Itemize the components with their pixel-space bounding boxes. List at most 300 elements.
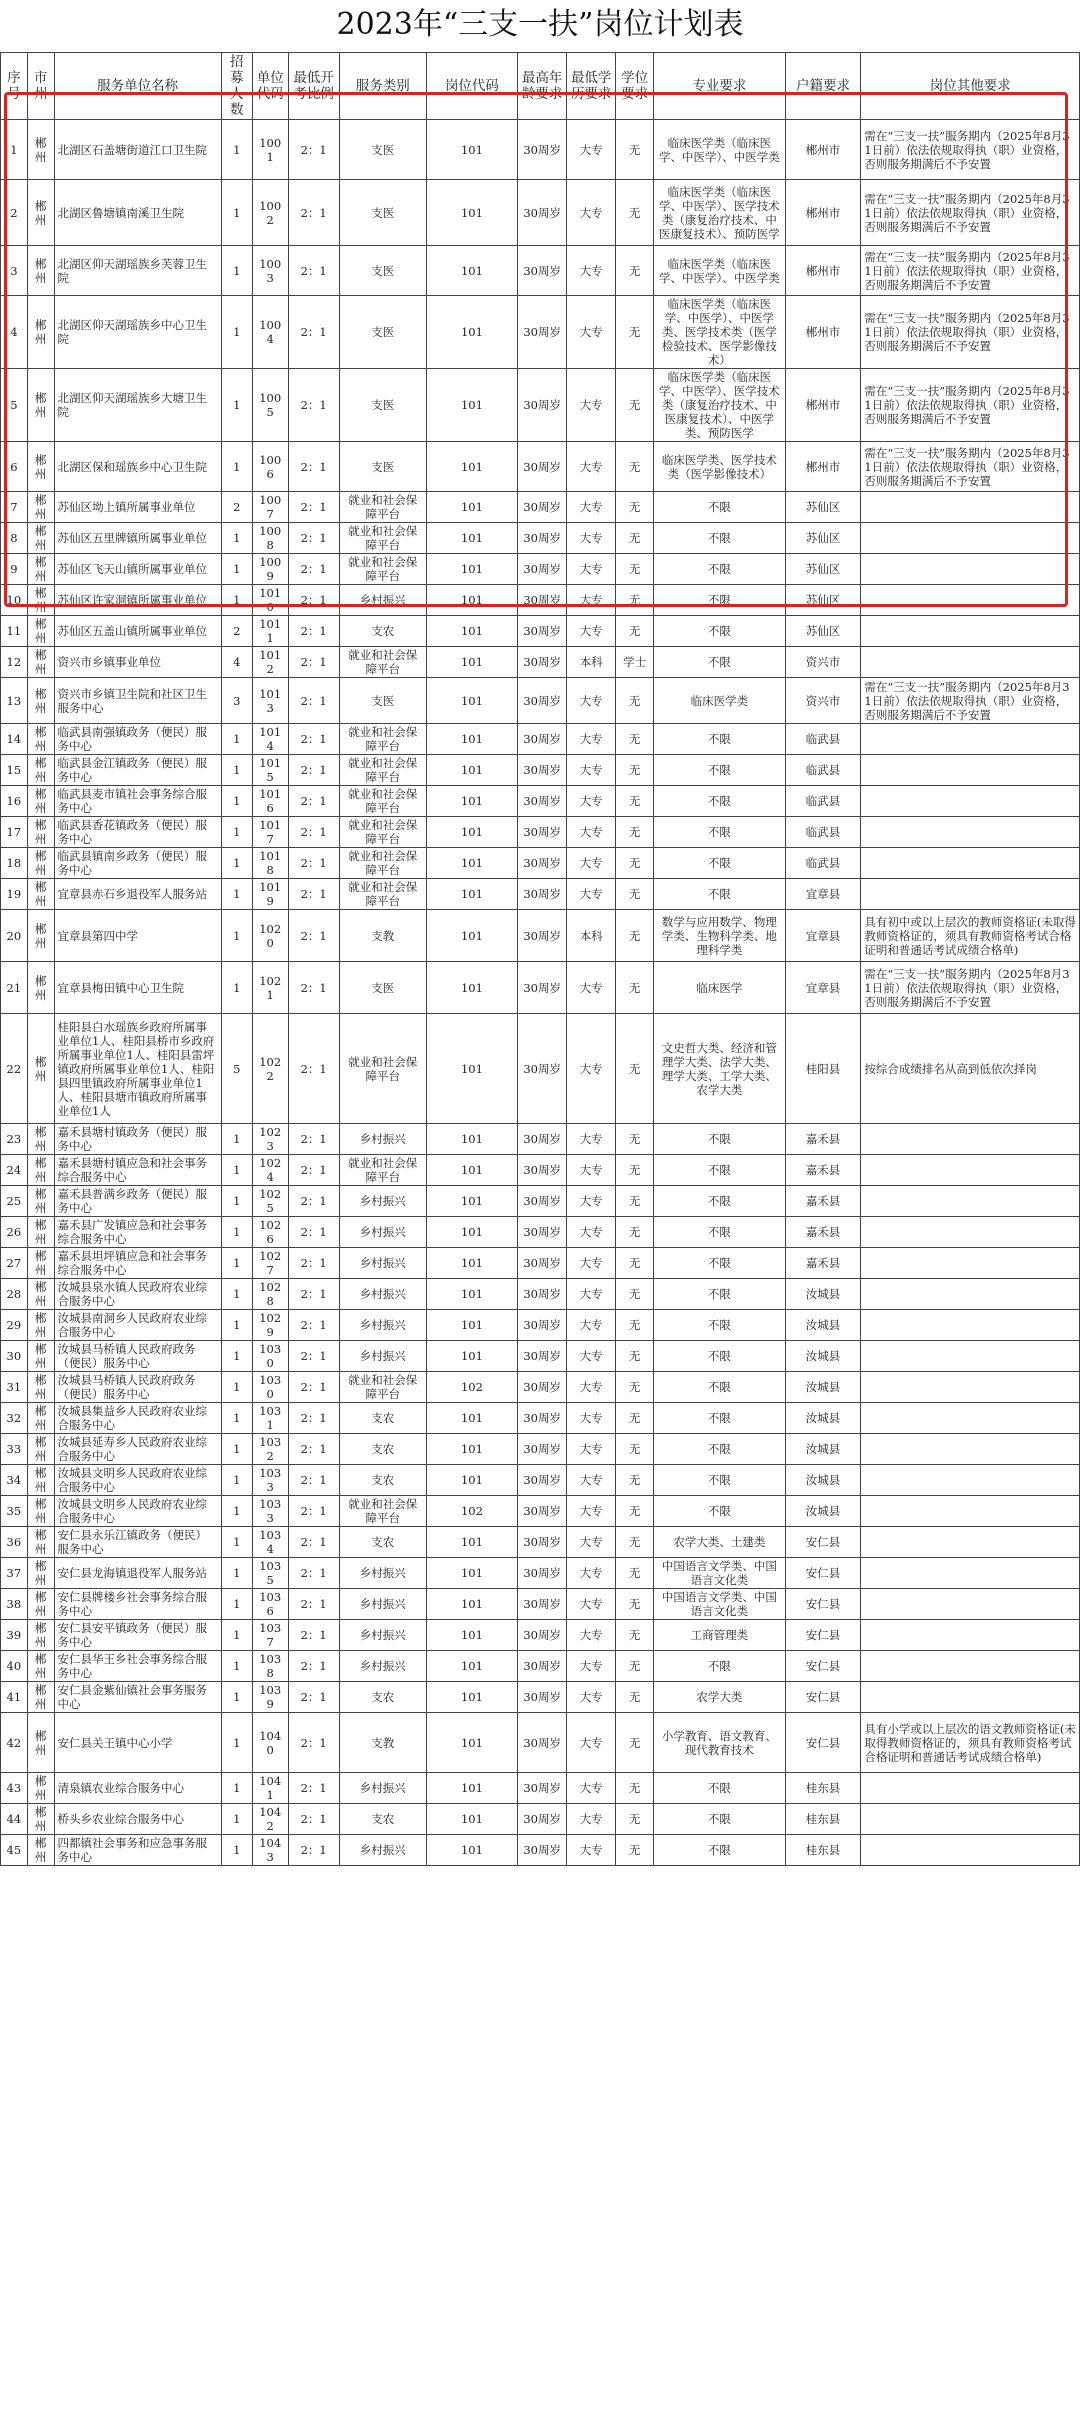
table-cell: 郴州 (27, 1589, 54, 1620)
table-cell: 1004 (252, 296, 288, 369)
table-cell: 郴州 (27, 1434, 54, 1465)
table-cell: 按综合成绩排名从高到低依次择岗 (861, 1014, 1080, 1124)
table-cell: 中国语言文学类、中国语言文化类 (654, 1558, 786, 1589)
table-cell: 无 (616, 1558, 654, 1589)
table-cell: 大专 (567, 1341, 616, 1372)
table-cell: 30周岁 (518, 1403, 567, 1434)
table-cell: 郴州 (27, 554, 54, 585)
table-cell: 1 (221, 585, 252, 616)
table-cell: 1013 (252, 678, 288, 724)
table-cell: 无 (616, 616, 654, 647)
table-cell: 1003 (252, 246, 288, 296)
table-cell: 大专 (567, 1558, 616, 1589)
table-row (1, 1713, 1080, 1773)
table-cell: 嘉禾县坦坪镇应急和社会事务综合服务中心 (54, 1248, 221, 1279)
table-cell: 30周岁 (518, 1434, 567, 1465)
table-cell (861, 724, 1080, 755)
table-cell: 1016 (252, 786, 288, 817)
table-cell: 郴州市 (785, 369, 861, 442)
table-cell: 2：1 (288, 616, 339, 647)
table-cell: 支医 (339, 180, 426, 246)
table-row (1, 1527, 1080, 1558)
table-cell: 1 (221, 1682, 252, 1713)
table-cell: 1031 (252, 1403, 288, 1434)
table-cell: 无 (616, 1465, 654, 1496)
table-cell: 102 (426, 1496, 517, 1527)
table-cell: 无 (616, 910, 654, 962)
table-cell: 无 (616, 1217, 654, 1248)
table-cell (861, 1279, 1080, 1310)
table-cell: 汝城县文明乡人民政府农业综合服务中心 (54, 1496, 221, 1527)
header-cell: 最低开考比例 (288, 53, 339, 120)
table-cell: 大专 (567, 296, 616, 369)
table-cell (861, 1620, 1080, 1651)
table-cell: 1 (221, 1403, 252, 1434)
table-cell: 嘉禾县 (785, 1186, 861, 1217)
table-cell: 1 (221, 1465, 252, 1496)
table-cell: 大专 (567, 1589, 616, 1620)
table-cell: 1040 (252, 1713, 288, 1773)
table-cell: 嘉禾县 (785, 1248, 861, 1279)
table-cell: 2：1 (288, 755, 339, 786)
page-title: 2023年“三支一扶”岗位计划表 (336, 7, 744, 42)
table-cell: 1014 (252, 724, 288, 755)
table-cell: 不限 (654, 585, 786, 616)
table-cell: 2：1 (288, 724, 339, 755)
table-cell: 2：1 (288, 1310, 339, 1341)
table-row (1, 442, 1080, 492)
table-cell: 无 (616, 1434, 654, 1465)
table-cell: 无 (616, 369, 654, 442)
table-cell: 无 (616, 724, 654, 755)
table-cell: 不限 (654, 1341, 786, 1372)
table-cell: 1015 (252, 755, 288, 786)
table-cell: 1036 (252, 1589, 288, 1620)
table-cell: 1 (221, 1804, 252, 1835)
table-cell: 1 (221, 962, 252, 1014)
table-cell: 30周岁 (518, 755, 567, 786)
table-cell: 支农 (339, 1403, 426, 1434)
table-cell: 郴州 (27, 369, 54, 442)
table-cell: 2 (221, 492, 252, 523)
table-cell: 郴州 (27, 585, 54, 616)
table-cell: 汝城县延寿乡人民政府农业综合服务中心 (54, 1434, 221, 1465)
table-cell: 郴州 (27, 755, 54, 786)
table-cell: 需在“三支一扶”服务期内（2025年8月31日前）依法依规取得执（职）业资格，否则服务期满后不予安置 (861, 442, 1080, 492)
table-row (1, 962, 1080, 1014)
table-cell: 临武县麦市镇社会事务综合服务中心 (54, 786, 221, 817)
table-cell: 桂东县 (785, 1773, 861, 1804)
table-cell: 大专 (567, 1620, 616, 1651)
table-cell: 17 (1, 817, 28, 848)
table-cell: 25 (1, 1186, 28, 1217)
table-cell (861, 1682, 1080, 1713)
header-cell: 市州 (27, 53, 54, 120)
table-cell: 11 (1, 616, 28, 647)
table-cell: 郴州 (27, 1496, 54, 1527)
table-cell: 101 (426, 246, 517, 296)
table-cell: 101 (426, 554, 517, 585)
table-cell: 24 (1, 1155, 28, 1186)
table-cell: 1 (221, 1620, 252, 1651)
table-cell: 乡村振兴 (339, 1773, 426, 1804)
table-cell: 101 (426, 817, 517, 848)
table-cell: 北湖区仰天湖瑶族乡芙蓉卫生院 (54, 246, 221, 296)
table-cell: 汝城县 (785, 1279, 861, 1310)
table-cell: 无 (616, 1310, 654, 1341)
table-cell: 嘉禾县 (785, 1124, 861, 1155)
table-cell: 1 (221, 1186, 252, 1217)
table-cell: 2：1 (288, 910, 339, 962)
table-cell: 101 (426, 1124, 517, 1155)
table-cell: 安仁县华王乡社会事务综合服务中心 (54, 1651, 221, 1682)
table-cell: 3 (1, 246, 28, 296)
table-cell: 清泉镇农业综合服务中心 (54, 1773, 221, 1804)
table-cell: 101 (426, 616, 517, 647)
table-cell: 郴州 (27, 246, 54, 296)
table-cell: 桂东县 (785, 1835, 861, 1866)
table-cell: 无 (616, 786, 654, 817)
table-cell: 34 (1, 1465, 28, 1496)
table-row (1, 1465, 1080, 1496)
table-cell: 不限 (654, 1465, 786, 1496)
table-cell (861, 1804, 1080, 1835)
table-cell: 无 (616, 1651, 654, 1682)
table-cell: 无 (616, 817, 654, 848)
table-cell: 30周岁 (518, 1155, 567, 1186)
table-cell: 临武县镇南乡政务（便民）服务中心 (54, 848, 221, 879)
table-cell: 汝城县 (785, 1310, 861, 1341)
table-cell: 31 (1, 1372, 28, 1403)
table-cell: 1 (221, 724, 252, 755)
table-cell: 1 (221, 1558, 252, 1589)
table-cell: 不限 (654, 1434, 786, 1465)
table-cell: 2：1 (288, 1014, 339, 1124)
table-cell: 101 (426, 786, 517, 817)
table-cell: 101 (426, 296, 517, 369)
table-cell: 乡村振兴 (339, 1835, 426, 1866)
table-cell: 无 (616, 1155, 654, 1186)
table-cell: 郴州 (27, 1186, 54, 1217)
table-cell: 就业和社会保障平台 (339, 848, 426, 879)
table-cell: 30周岁 (518, 962, 567, 1014)
table-cell: 无 (616, 1589, 654, 1620)
table-cell: 无 (616, 1773, 654, 1804)
table-cell: 小学教育、语文教育、现代教育技术 (654, 1713, 786, 1773)
table-cell: 2：1 (288, 492, 339, 523)
table-cell: 无 (616, 442, 654, 492)
table-cell: 2：1 (288, 246, 339, 296)
table-cell: 无 (616, 1835, 654, 1866)
table-cell: 101 (426, 1713, 517, 1773)
table-cell: 苏仙区坳上镇所属事业单位 (54, 492, 221, 523)
table-cell: 农学大类 (654, 1682, 786, 1713)
table-cell: 8 (1, 523, 28, 554)
table-cell (861, 1527, 1080, 1558)
table-cell: 101 (426, 1527, 517, 1558)
table-cell: 1 (221, 1372, 252, 1403)
table-cell: 苏仙区许家洞镇所属事业单位 (54, 585, 221, 616)
table-cell: 临武县 (785, 724, 861, 755)
table-cell: 28 (1, 1279, 28, 1310)
table-cell: 2：1 (288, 1496, 339, 1527)
table-cell: 苏仙区 (785, 585, 861, 616)
table-row (1, 1835, 1080, 1866)
table-cell: 临武县南强镇政务（便民）服务中心 (54, 724, 221, 755)
table-cell: 2：1 (288, 442, 339, 492)
table-cell: 2：1 (288, 180, 339, 246)
table-cell: 中国语言文学类、中国语言文化类 (654, 1589, 786, 1620)
table-cell: 安仁县 (785, 1620, 861, 1651)
table-cell: 不限 (654, 1248, 786, 1279)
table-cell: 郴州 (27, 1014, 54, 1124)
table-cell: 2：1 (288, 1620, 339, 1651)
table-cell: 乡村振兴 (339, 1558, 426, 1589)
table-cell: 1006 (252, 442, 288, 492)
table-cell (861, 1403, 1080, 1434)
table-cell: 安仁县安平镇政务（便民）服务中心 (54, 1620, 221, 1651)
table-cell: 大专 (567, 1014, 616, 1124)
table-cell: 30周岁 (518, 1310, 567, 1341)
table-cell: 就业和社会保障平台 (339, 879, 426, 910)
table-cell: 101 (426, 120, 517, 180)
table-cell: 1034 (252, 1527, 288, 1558)
table-cell: 2：1 (288, 1217, 339, 1248)
table-cell: 无 (616, 1713, 654, 1773)
position-plan-table (0, 52, 1080, 1866)
table-cell: 宜章县赤石乡退役军人服务站 (54, 879, 221, 910)
table-cell: 1 (221, 1248, 252, 1279)
table-cell: 2：1 (288, 1248, 339, 1279)
table-cell: 1 (221, 1279, 252, 1310)
table-cell: 郴州 (27, 1558, 54, 1589)
table-cell: 1 (221, 1835, 252, 1866)
table-cell: 1038 (252, 1651, 288, 1682)
table-cell: 30周岁 (518, 848, 567, 879)
table-cell: 2：1 (288, 1589, 339, 1620)
table-cell: 郴州市 (785, 246, 861, 296)
table-row (1, 1014, 1080, 1124)
table-cell: 大专 (567, 848, 616, 879)
table-cell: 26 (1, 1217, 28, 1248)
table-cell: 北湖区仰天湖瑶族乡中心卫生院 (54, 296, 221, 369)
table-cell: 郴州 (27, 1217, 54, 1248)
table-cell: 1 (221, 1124, 252, 1155)
table-cell: 2：1 (288, 369, 339, 442)
table-cell: 2：1 (288, 585, 339, 616)
table-cell: 2：1 (288, 678, 339, 724)
table-cell: 郴州 (27, 1620, 54, 1651)
table-cell: 2：1 (288, 554, 339, 585)
table-cell: 1011 (252, 616, 288, 647)
table-cell: 汝城县 (785, 1465, 861, 1496)
table-cell: 具有初中或以上层次的教师资格证(未取得教师资格证的，须具有教师资格考试合格证明和普通话考试成绩合格单) (861, 910, 1080, 962)
header-cell: 最低学历要求 (567, 53, 616, 120)
table-cell: 临武县 (785, 786, 861, 817)
table-cell: 郴州 (27, 442, 54, 492)
table-cell (861, 1496, 1080, 1527)
table-cell: 2：1 (288, 1835, 339, 1866)
table-cell: 宜章县 (785, 962, 861, 1014)
table-row (1, 616, 1080, 647)
table-cell: 宜章县 (785, 910, 861, 962)
table-cell: 大专 (567, 1713, 616, 1773)
table-cell: 30周岁 (518, 369, 567, 442)
table-cell (861, 1372, 1080, 1403)
table-cell: 1 (221, 246, 252, 296)
table-cell: 35 (1, 1496, 28, 1527)
table-cell: 郴州 (27, 616, 54, 647)
table-row (1, 879, 1080, 910)
header-cell: 专业要求 (654, 53, 786, 120)
table-cell: 需在“三支一扶”服务期内（2025年8月31日前）依法依规取得执（职）业资格，否则服务期满后不予安置 (861, 296, 1080, 369)
table-row (1, 1279, 1080, 1310)
table-cell: 郴州市 (785, 120, 861, 180)
table-cell: 7 (1, 492, 28, 523)
table-cell: 支医 (339, 962, 426, 1014)
table-cell: 101 (426, 180, 517, 246)
table-cell: 101 (426, 1558, 517, 1589)
table-cell: 4 (1, 296, 28, 369)
table-cell: 不限 (654, 755, 786, 786)
table-cell: 就业和社会保障平台 (339, 817, 426, 848)
table-cell: 郴州 (27, 1651, 54, 1682)
table-row (1, 1651, 1080, 1682)
table-cell: 1 (221, 1217, 252, 1248)
table-cell: 21 (1, 962, 28, 1014)
table-cell: 无 (616, 296, 654, 369)
table-cell: 郴州 (27, 180, 54, 246)
table-cell: 1035 (252, 1558, 288, 1589)
table-cell: 2：1 (288, 817, 339, 848)
table-cell: 33 (1, 1434, 28, 1465)
table-cell: 15 (1, 755, 28, 786)
table-row (1, 1248, 1080, 1279)
table-cell: 嘉禾县普满乡政务（便民）服务中心 (54, 1186, 221, 1217)
table-cell: 无 (616, 1124, 654, 1155)
table-cell (861, 879, 1080, 910)
table-row (1, 817, 1080, 848)
table-cell: 101 (426, 492, 517, 523)
table-cell: 数学与应用数学、物理学类、生物科学类、地理科学类 (654, 910, 786, 962)
table-cell: 不限 (654, 879, 786, 910)
table-row (1, 678, 1080, 724)
table-cell: 1 (221, 848, 252, 879)
table-row (1, 1773, 1080, 1804)
table-cell: 支教 (339, 910, 426, 962)
table-cell: 2：1 (288, 1372, 339, 1403)
table-cell: 安仁县 (785, 1558, 861, 1589)
table-row (1, 296, 1080, 369)
table-body (1, 120, 1080, 1866)
table-cell: 汝城县 (785, 1403, 861, 1434)
table-cell: 9 (1, 554, 28, 585)
table-cell: 需在“三支一扶”服务期内（2025年8月31日前）依法依规取得执（职）业资格，否则服务期满后不予安置 (861, 678, 1080, 724)
table-row (1, 1682, 1080, 1713)
table-cell: 苏仙区 (785, 492, 861, 523)
table-cell: 101 (426, 1434, 517, 1465)
table-cell: 大专 (567, 585, 616, 616)
table-cell: 30周岁 (518, 1217, 567, 1248)
table-cell: 大专 (567, 1217, 616, 1248)
table-cell: 30周岁 (518, 724, 567, 755)
table-cell: 就业和社会保障平台 (339, 786, 426, 817)
table-cell: 宜章县第四中学 (54, 910, 221, 962)
table-cell: 支医 (339, 369, 426, 442)
table-cell: 无 (616, 523, 654, 554)
table-cell: 郴州 (27, 1527, 54, 1558)
table-cell: 无 (616, 1403, 654, 1434)
table-cell: 18 (1, 848, 28, 879)
table-cell: 北湖区鲁塘镇南溪卫生院 (54, 180, 221, 246)
table-cell: 23 (1, 1124, 28, 1155)
table-row (1, 910, 1080, 962)
table-cell: 桂阳县白水瑶族乡政府所属事业单位1人、桂阳县桥市乡政府所属事业单位1人、桂阳县雷坪镇政府所属事业单位1人、桂阳县四里镇政府所属事业单位1人、桂阳县塘市镇政府所属事业单位1人 (54, 1014, 221, 1124)
table-row (1, 786, 1080, 817)
table-cell: 2：1 (288, 1434, 339, 1465)
table-cell: 郴州 (27, 1279, 54, 1310)
header-cell: 户籍要求 (785, 53, 861, 120)
table-cell: 1029 (252, 1310, 288, 1341)
table-cell: 2：1 (288, 296, 339, 369)
table-cell: 2：1 (288, 1804, 339, 1835)
table-cell: 30周岁 (518, 1682, 567, 1713)
table-cell: 1 (221, 1341, 252, 1372)
table-cell: 30周岁 (518, 1014, 567, 1124)
table-row (1, 120, 1080, 180)
table-cell: 14 (1, 724, 28, 755)
table-cell: 无 (616, 1341, 654, 1372)
table-cell: 不限 (654, 523, 786, 554)
table-cell: 30周岁 (518, 1527, 567, 1558)
header-cell: 服务类别 (339, 53, 426, 120)
table-cell: 大专 (567, 442, 616, 492)
table-cell: 安仁县 (785, 1651, 861, 1682)
table-cell: 北湖区石盖塘街道江口卫生院 (54, 120, 221, 180)
table-cell: 2 (221, 616, 252, 647)
table-cell: 30周岁 (518, 786, 567, 817)
table-cell: 1033 (252, 1465, 288, 1496)
table-cell: 不限 (654, 1279, 786, 1310)
table-cell: 2：1 (288, 1773, 339, 1804)
table-cell: 临床医学类、医学技术类（医学影像技术） (654, 442, 786, 492)
table-row (1, 1155, 1080, 1186)
table-cell: 苏仙区 (785, 554, 861, 585)
table-cell: 1005 (252, 369, 288, 442)
table-cell (861, 1341, 1080, 1372)
table-cell: 2：1 (288, 120, 339, 180)
table-cell: 就业和社会保障平台 (339, 1372, 426, 1403)
table-cell: 1008 (252, 523, 288, 554)
table-row (1, 724, 1080, 755)
table-cell: 乡村振兴 (339, 1620, 426, 1651)
table-cell: 乡村振兴 (339, 1186, 426, 1217)
table-cell: 无 (616, 180, 654, 246)
table-cell: 大专 (567, 678, 616, 724)
table-cell: 30周岁 (518, 647, 567, 678)
table-cell: 支医 (339, 296, 426, 369)
table-cell: 1010 (252, 585, 288, 616)
table-cell: 32 (1, 1403, 28, 1434)
table-cell (861, 848, 1080, 879)
table-cell: 12 (1, 647, 28, 678)
table-cell: 1 (221, 1434, 252, 1465)
table-cell: 13 (1, 678, 28, 724)
table-cell: 2：1 (288, 848, 339, 879)
table-cell: 2：1 (288, 1341, 339, 1372)
table-cell: 1042 (252, 1804, 288, 1835)
table-cell: 101 (426, 647, 517, 678)
